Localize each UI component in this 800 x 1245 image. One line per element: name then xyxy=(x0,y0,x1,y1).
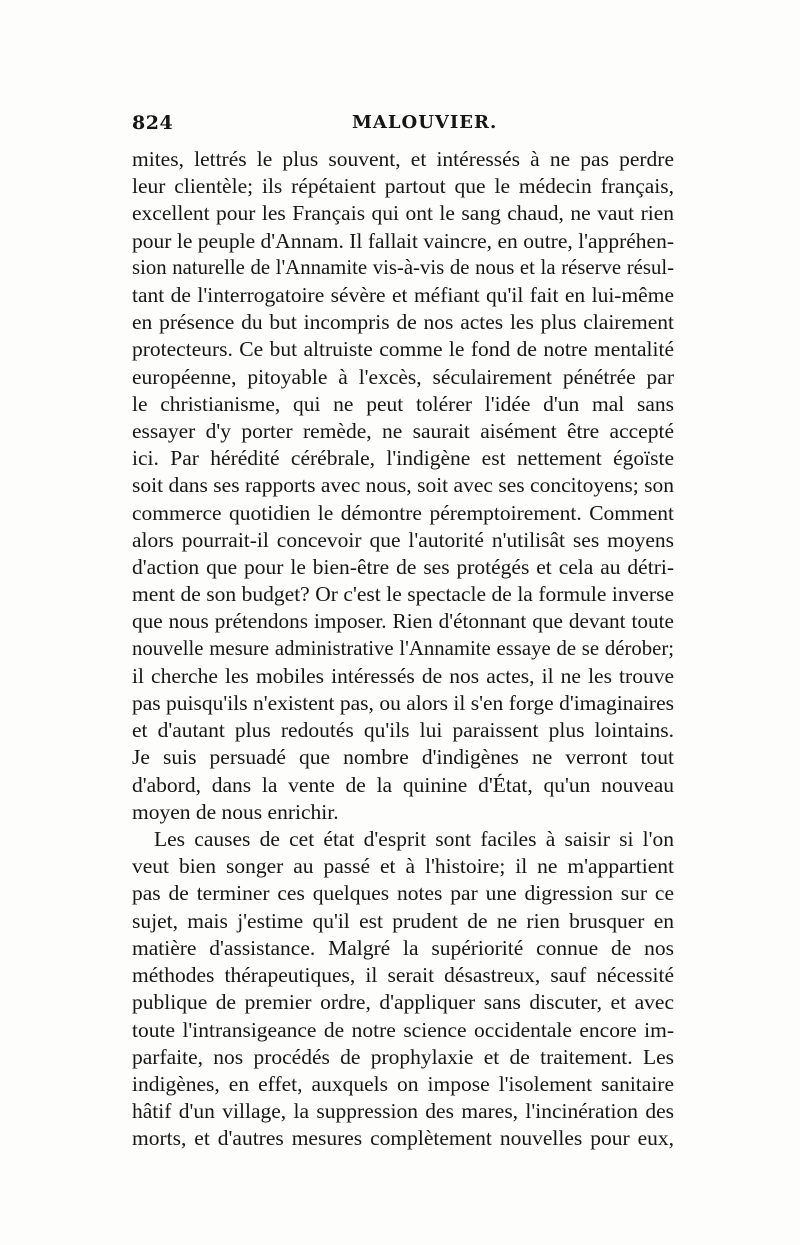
body-text xyxy=(132,146,674,1153)
text-line: parfaite, nos procédés de prophylaxie et de traitement. Les xyxy=(132,1044,674,1069)
text-line: le christianisme, qui ne peut tolérer l'idée d'un mal sans xyxy=(132,391,674,416)
text-line: essayer d'y porter remède, ne saurait aisément être accepté xyxy=(132,419,674,444)
text-line: ment de son budget? Or c'est le spectacle de la formule inverse xyxy=(132,582,674,607)
text-line: alors pourrait-il concevoir que l'autorité n'utilisât ses moyens xyxy=(132,527,674,552)
text-line: sion naturelle de l'Annamite vis-à-vis de nous et la réserve résul- xyxy=(132,256,674,279)
text-line: d'abord, dans la vente de la quinine d'État, qu'un nouveau xyxy=(132,772,674,797)
text-line: que nous prétendons imposer. Rien d'étonnant que devant toute xyxy=(132,609,674,634)
text-line: soit dans ses rapports avec nous, soit avec ses concitoyens; son xyxy=(132,473,674,498)
text-line: morts, et d'autres mesures complètement nouvelles pour eux, xyxy=(132,1126,674,1151)
text-line: pour le peuple d'Annam. Il fallait vaincre, en outre, l'appréhen- xyxy=(132,228,674,253)
text-line: ici. Par hérédité cérébrale, l'indigène est nettement égoïste xyxy=(132,446,674,471)
text-line: pas de terminer ces quelques notes par une digression sur ce xyxy=(132,881,674,906)
text-line: européenne, pitoyable à l'excès, séculairement pénétrée par xyxy=(132,364,674,389)
text-line: leur clientèle; ils répétaient partout que le médecin français, xyxy=(132,174,674,199)
text-line: publique de premier ordre, d'appliquer sans discuter, et avec xyxy=(132,990,674,1015)
text-line: méthodes thérapeutiques, il serait désastreux, sauf nécessité xyxy=(132,963,674,988)
text-line: tant de l'interrogatoire sévère et méfiant qu'il fait en lui-même xyxy=(132,283,674,308)
text-line: et d'autant plus redoutés qu'ils lui paraissent plus lointains. xyxy=(132,718,674,743)
text-line: excellent pour les Français qui ont le sang chaud, ne vaut rien xyxy=(132,201,674,226)
text-line: pas puisqu'ils n'existent pas, ou alors il s'en forge d'imaginaires xyxy=(132,691,674,716)
text-line: mites, lettrés le plus souvent, et intéressés à ne pas perdre xyxy=(132,147,674,171)
text-line: d'action que pour le bien-être de ses protégés et cela au détri- xyxy=(132,555,674,580)
text-line: veut bien songer au passé et à l'histoire; il ne m'appartient xyxy=(132,854,674,879)
text-line: Je suis persuadé que nombre d'indigènes ne verront tout xyxy=(132,745,674,770)
text-line: commerce quotidien le démontre péremptoirement. Comment xyxy=(132,500,674,525)
text-line: hâtif d'un village, la suppression des mares, l'incinération des xyxy=(132,1099,674,1124)
running-head: MALOUVIER. xyxy=(352,112,498,133)
text-line: nouvelle mesure administrative l'Annamite essaye de se dérober; xyxy=(132,637,674,660)
paragraph-last-line: moyen de nous enrichir. xyxy=(132,799,339,824)
page-header xyxy=(132,112,672,142)
text-line: protecteurs. Ce but altruiste comme le fond de notre mentalité xyxy=(132,337,674,362)
text-line: sujet, mais j'estime qu'il est prudent de ne rien brusquer en xyxy=(132,908,674,933)
text-line: toute l'intransigeance de notre science occidentale encore im- xyxy=(132,1017,674,1042)
text-line: matière d'assistance. Malgré la supériorité connue de nos xyxy=(132,935,674,960)
text-line: indigènes, en effet, auxquels on impose l'isolement sanitaire xyxy=(132,1071,674,1096)
text-line: il cherche les mobiles intéressés de nos actes, il ne les trouve xyxy=(132,663,674,688)
paragraph-first-line: Les causes de cet état d'esprit sont faciles à saisir si l'on xyxy=(154,827,674,852)
page-number: 824 xyxy=(132,112,174,134)
text-line: en présence du but incompris de nos actes les plus clairement xyxy=(132,310,674,335)
